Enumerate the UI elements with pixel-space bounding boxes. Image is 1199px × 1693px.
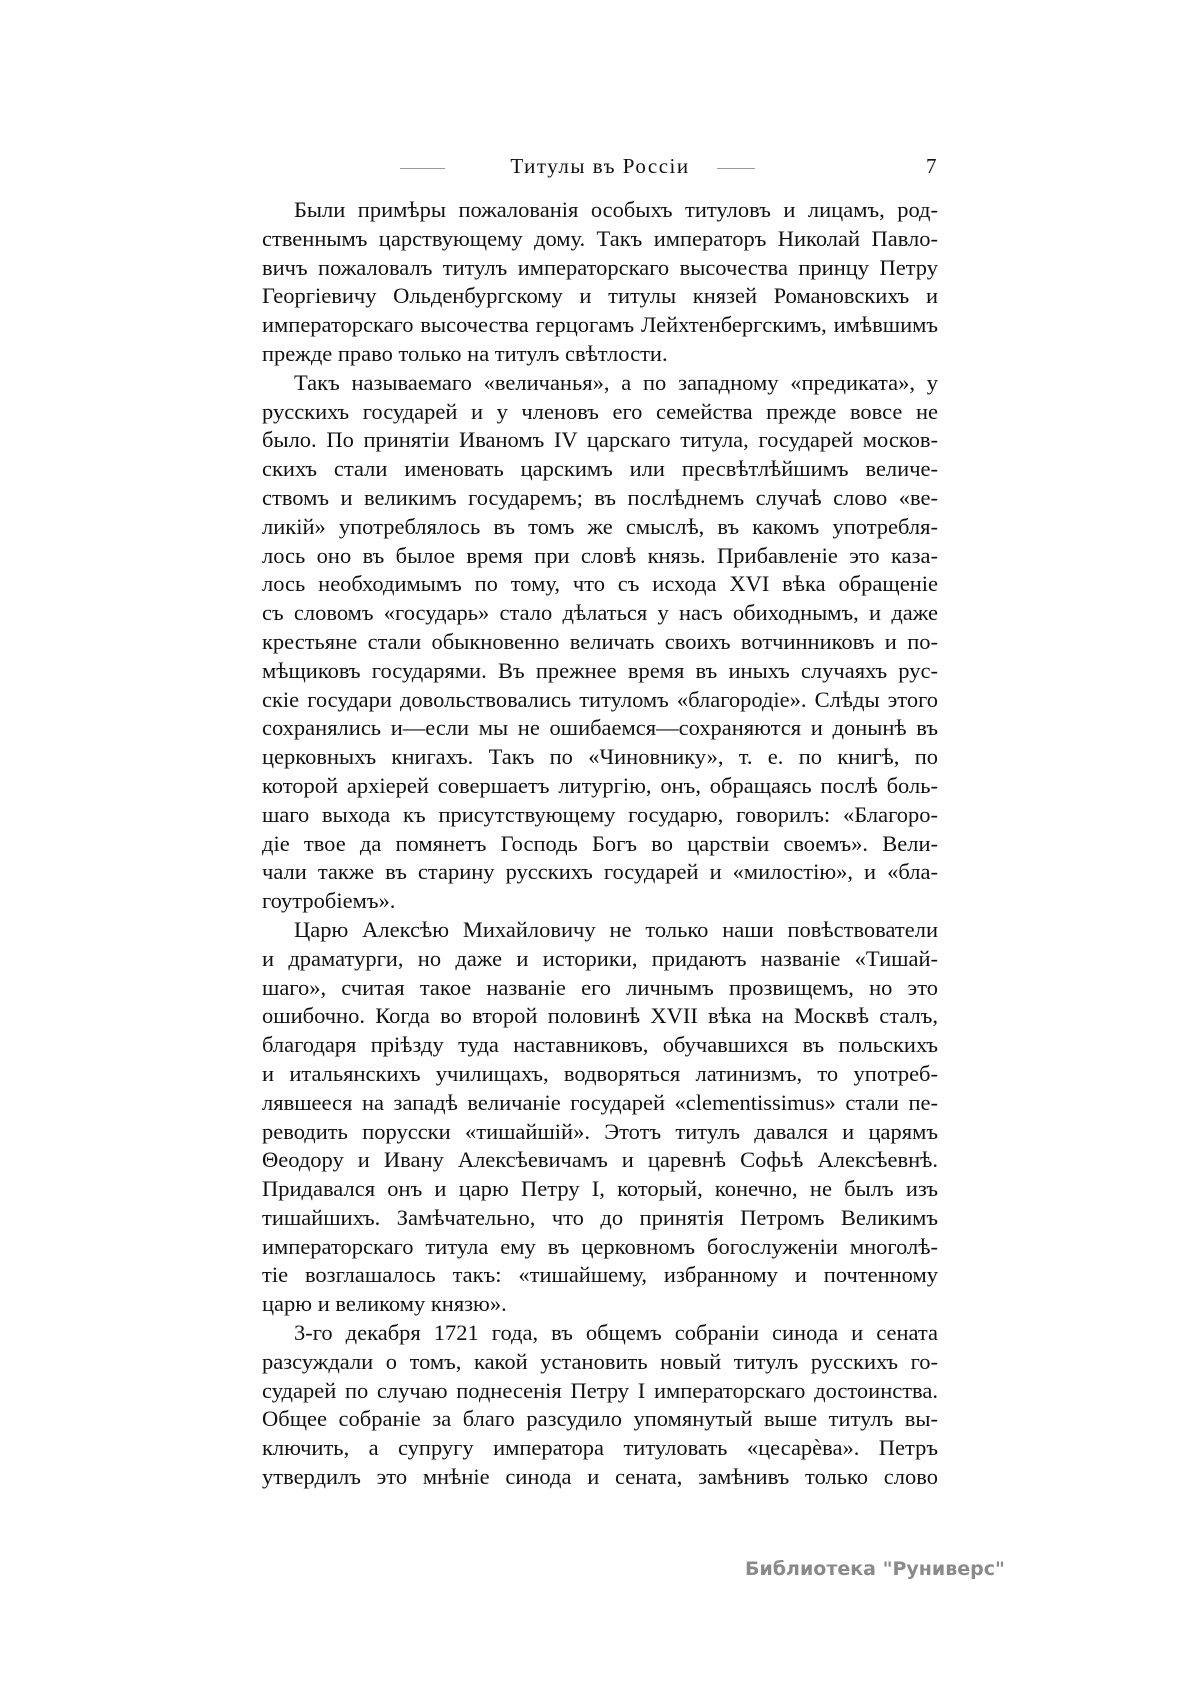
text-line: русскихъ государей и у членовъ его семейства прежде вовсе не xyxy=(262,398,938,424)
text-line: ственнымъ царствующему дому. Такъ императоръ Николай Павло- xyxy=(262,225,938,251)
text-line: императорскаго титула ему въ церковномъ богослуженіи многолѣ- xyxy=(262,1233,938,1259)
text-line: Царю Алексѣю Михайловичу не только наши повѣствователи xyxy=(294,916,938,942)
text-line: мѣщиковъ государями. Въ прежнее время въ иныхъ случаяхъ рус- xyxy=(262,657,938,683)
text-line: которой архіерей совершаетъ литургію, онъ, обращаясь послѣ боль- xyxy=(262,772,938,798)
text-line: гоутробіемъ». xyxy=(262,888,396,914)
text-line: шаго выхода къ присутствующему государю, говорилъ: «Благоро- xyxy=(262,801,938,827)
text-line: утвердилъ это мнѣніе синода и сената, замѣнивъ только слово xyxy=(262,1464,938,1490)
page-number: 7 xyxy=(926,154,938,178)
text-line: сударей по случаю поднесенія Петру I императорскаго достоинства. xyxy=(262,1377,938,1403)
header-rule-right xyxy=(717,168,755,169)
text-line: Придавался онъ и царю Петру I, который, конечно, не былъ изъ xyxy=(262,1176,938,1202)
text-line: тишайшихъ. Замѣчательно, что до принятія Петромъ Великимъ xyxy=(262,1204,938,1230)
paragraph xyxy=(262,196,938,369)
text-line: было. По принятіи Иваномъ IV царскаго титула, государей москов- xyxy=(262,427,938,453)
text-line: крестьяне стали обыкновенно величать своихъ вотчинниковъ и по- xyxy=(262,628,938,654)
text-line: ствомъ и великимъ государемъ; въ послѣднемъ случаѣ слово «ве- xyxy=(262,484,938,510)
text-line: тіе возглашалось такъ: «тишайшему, избранному и почтенному xyxy=(262,1262,938,1288)
text-line: діе твое да помянетъ Господь Богъ во царствіи своемъ». Вели- xyxy=(262,830,938,856)
text-line: Θеодору и Ивану Алексѣевичамъ и царевнѣ Софьѣ Алексѣевнѣ. xyxy=(262,1147,938,1173)
text-line: Георгіевичу Ольденбургскому и титулы князей Романовскихъ и xyxy=(262,283,938,309)
running-header xyxy=(262,154,938,184)
running-title: Титулы въ Россіи xyxy=(510,154,690,178)
text-line: императорскаго высочества герцогамъ Лейхтенбергскимъ, имѣвшимъ xyxy=(262,312,938,338)
text-line: разсуждали о томъ, какой установить новый титулъ русскихъ го- xyxy=(262,1348,938,1374)
text-line: Общее собраніе за благо разсудило упомянутый выше титулъ вы- xyxy=(262,1406,938,1432)
text-line: царю и великому князю». xyxy=(262,1291,507,1317)
text-line: 3-го декабря 1721 года, въ общемъ собраніи синода и сената xyxy=(294,1320,938,1346)
text-line: лось необходимымъ по тому, что съ исхода XVI вѣка обращеніе xyxy=(262,571,938,597)
paragraph xyxy=(262,369,938,916)
text-line: ликій» употреблялось въ томъ же смыслѣ, въ какомъ употребля- xyxy=(262,513,938,539)
text-line: вичъ пожаловалъ титулъ императорскаго высочества принцу Петру xyxy=(262,254,938,280)
text-line: шаго», считая такое названіе его личнымъ прозвищемъ, но это xyxy=(262,974,938,1000)
text-line: сохранялись и—если мы не ошибаемся—сохраняются и донынѣ въ xyxy=(262,715,938,741)
text-line: съ словомъ «государь» стало дѣлаться у насъ обиходнымъ, и даже xyxy=(262,600,938,626)
text-line: и драматурги, но даже и историки, придаютъ названіе «Тишай- xyxy=(262,945,938,971)
text-line: реводить порусски «тишайшій». Этотъ титулъ давался и царямъ xyxy=(262,1118,938,1144)
text-line: скіе государи довольствовались титуломъ «благородіе». Слѣды этого xyxy=(262,686,938,712)
text-line: ключить, а супругу императора титуловать «цесарѐва». Петръ xyxy=(262,1435,938,1461)
text-line: прежде право только на титулъ свѣтлости. xyxy=(262,340,668,366)
text-line: лявшееся на западѣ величаніе государей «clementissimus» стали пе- xyxy=(262,1089,938,1115)
text-line: благодаря пріѣзду туда наставниковъ, обучавшихся въ польскихъ xyxy=(262,1032,938,1058)
text-line: церковныхъ книгахъ. Такъ по «Чиновнику», т. е. по книгѣ, по xyxy=(262,744,938,770)
text-line: Были примѣры пожалованія особыхъ титуловъ и лицамъ, род- xyxy=(294,197,938,222)
text-line: чали также въ старину русскихъ государей и «милостію», и «бла- xyxy=(262,859,938,885)
text-line: скихъ стали именовать царскимъ или пресвѣтлѣйшимъ величе- xyxy=(262,456,938,482)
text-line: лось оно въ былое время при словѣ князь. Прибавленіе это каза- xyxy=(262,542,938,568)
text-line: Такъ называемаго «величанья», а по западному «предиката», у xyxy=(294,369,938,395)
paragraph xyxy=(262,916,938,1319)
text-line: и итальянскихъ училищахъ, водворяться латинизмъ, то употреб- xyxy=(262,1060,938,1086)
library-watermark: Библиотека "Руниверс" xyxy=(745,1558,1005,1580)
text-line: ошибочно. Когда во второй половинѣ XVII вѣка на Москвѣ сталъ, xyxy=(262,1003,938,1029)
paragraph xyxy=(262,1319,938,1492)
body-text xyxy=(262,196,938,1492)
